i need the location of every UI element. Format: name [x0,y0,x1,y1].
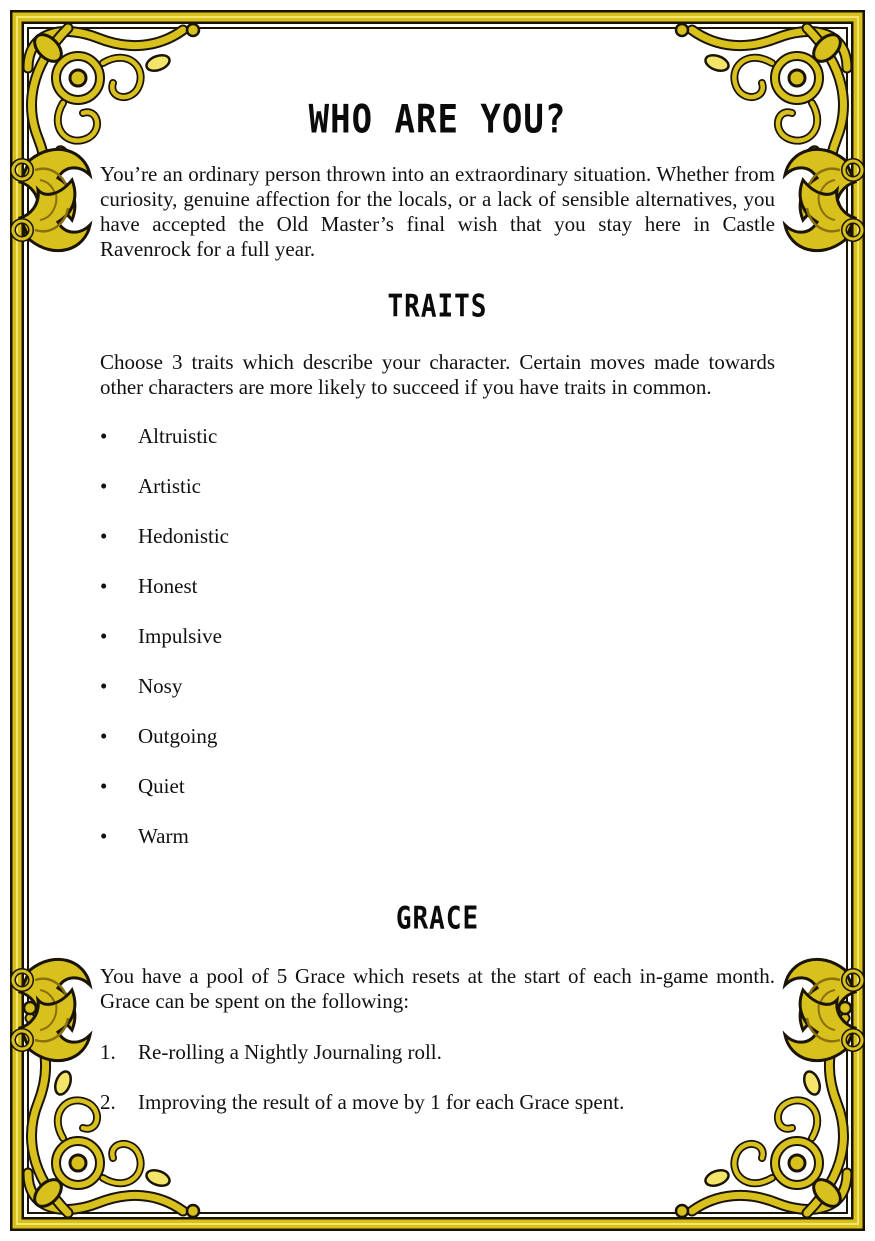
trait-item [100,724,775,774]
bullet: • [100,774,108,798]
traits-paragraph: Choose 3 traits which describe your character. Certain moves made towards other characters are more likely to succeed if you have traits in common. [100,350,775,399]
bullet: • [100,474,108,498]
trait-label: Outgoing [138,724,218,748]
bullet: • [100,674,108,698]
trait-item [100,624,775,674]
bullet: • [100,624,108,648]
list-number: 1. [100,1040,116,1064]
grace-item [100,1040,775,1090]
trait-label: Altruistic [138,424,218,448]
trait-item [100,674,775,724]
trait-item [100,824,775,874]
intro-paragraph: You’re an ordinary person thrown into an extraordinary situation. Whether from curiosity, genuine affection for the locals, or a lack of sensible alternatives, you have accepted the Old Master’s final wish that you stay here in Castle Ravenrock for a full year. [100,162,775,261]
bullet: • [100,824,108,848]
trait-label: Hedonistic [138,524,229,548]
trait-item [100,424,775,474]
grace-list [100,1040,775,1140]
trait-label: Nosy [138,674,183,698]
trait-label: Honest [138,574,198,598]
bullet: • [100,724,108,748]
heading-traits: TRAITS [387,289,488,325]
trait-label: Warm [138,824,189,848]
trait-label: Impulsive [138,624,222,648]
trait-item [100,474,775,524]
trait-item [100,774,775,824]
bullet: • [100,424,108,448]
page-content [100,90,775,1140]
trait-item [100,574,775,624]
bullet: • [100,524,108,548]
trait-label: Artistic [138,474,201,498]
heading-grace: GRACE [395,901,480,937]
grace-item-text: Improving the result of a move by 1 for each Grace spent. [138,1090,625,1114]
bullet: • [100,574,108,598]
grace-paragraph: You have a pool of 5 Grace which resets at the start of each in-game month. Grace can be spent on the following: [100,964,775,1013]
heading-who-are-you: WHO ARE YOU? [308,97,567,143]
list-number: 2. [100,1090,116,1114]
grace-item-text: Re-rolling a Nightly Journaling roll. [138,1040,442,1064]
trait-item [100,524,775,574]
traits-list [100,424,775,874]
grace-item [100,1090,775,1140]
trait-label: Quiet [138,774,185,798]
